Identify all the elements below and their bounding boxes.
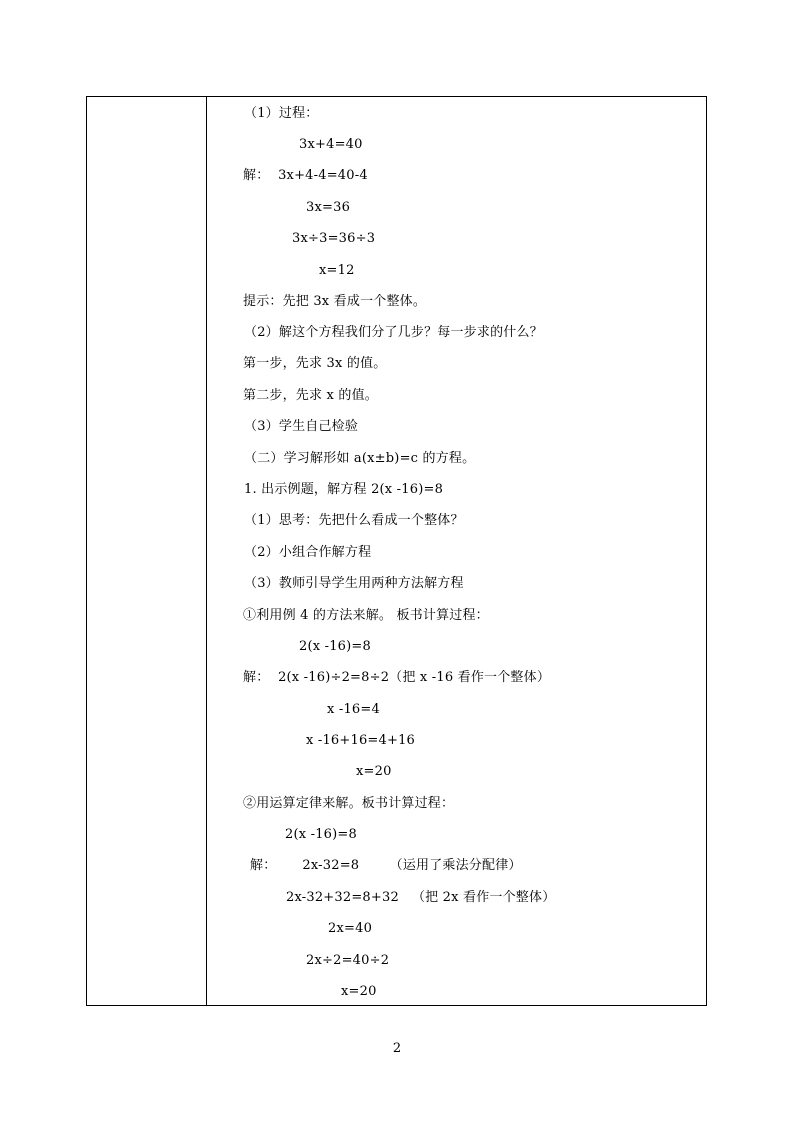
text-line: 3x÷3=36÷3 (292, 231, 376, 246)
text-line: （1）思考：先把什么看成一个整体？ (244, 513, 464, 528)
table-content-cell (208, 97, 706, 1005)
text-line: （二）学习解形如 a(x±b)=c 的方程。 (244, 451, 476, 466)
text-line: x=20 (341, 984, 377, 999)
text-line: 2x-32+32=8+32 （把 2x 看作一个整体） (286, 890, 556, 905)
text-line: 第一步，先求 3x 的值。 (243, 356, 387, 371)
text-line: 解： 3x+4-4=40-4 (243, 168, 368, 183)
text-line: 1. 出示例题，解方程 2(x -16)=8 (244, 482, 444, 497)
text-line: ①利用例 4 的方法来解。 板书计算过程： (243, 608, 489, 623)
text-line: 提示：先把 3x 看成一个整体。 (243, 294, 427, 309)
page-number: 2 (392, 1041, 402, 1056)
text-line: x=12 (319, 263, 355, 278)
text-line: （1）过程： (244, 106, 319, 121)
text-line: （2）解这个方程我们分了几步？每一步求的什么？ (244, 325, 543, 340)
text-line: （3）学生自己检验 (244, 419, 359, 434)
text-line: 解： 2x-32=8 （运用了乘法分配律） (250, 858, 522, 873)
text-line: 2x÷2=40÷2 (306, 953, 390, 968)
text-line: 3x=36 (306, 200, 351, 215)
table-left-cell (87, 97, 207, 1005)
text-line: 2(x -16)=8 (299, 639, 371, 654)
text-line: 2x=40 (328, 921, 373, 936)
text-line: （2）小组合作解方程 (244, 545, 372, 560)
text-line: ②用运算定律来解。板书计算过程： (243, 796, 455, 811)
text-line: 2(x -16)=8 (285, 827, 357, 842)
text-line: （3）教师引导学生用两种方法解方程 (244, 576, 464, 591)
text-line: x -16+16=4+16 (306, 733, 416, 748)
text-line: x=20 (356, 764, 392, 779)
text-line: 3x+4=40 (299, 137, 363, 152)
text-line: 解： 2(x -16)÷2=8÷2（把 x -16 看作一个整体） (243, 670, 551, 685)
text-line: x -16=4 (327, 702, 380, 717)
lesson-table (86, 96, 707, 1006)
text-line: 第二步，先求 x 的值。 (243, 388, 378, 403)
